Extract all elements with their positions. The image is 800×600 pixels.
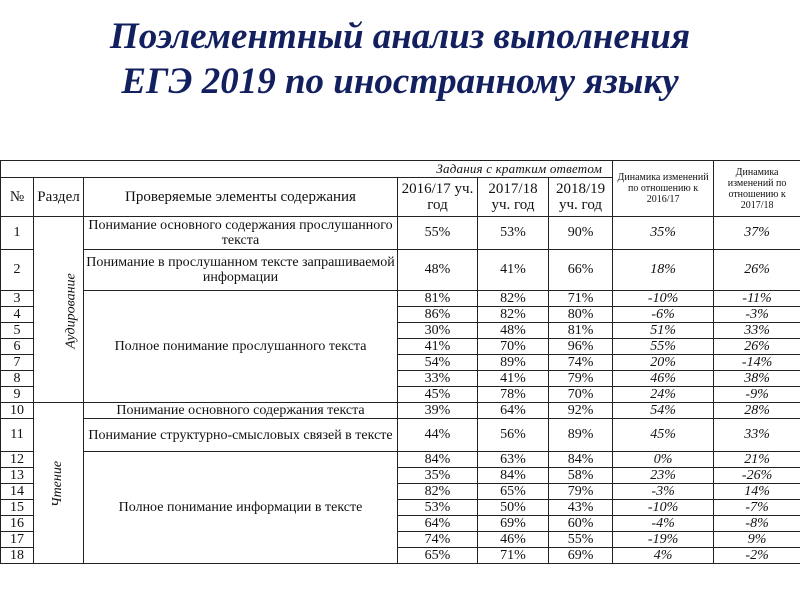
row-num: 9 xyxy=(1,387,34,403)
value-2016-17: 41% xyxy=(398,339,478,355)
value-2017-18: 69% xyxy=(478,516,549,532)
dynamics-vs-2016-17: 51% xyxy=(613,323,714,339)
dynamics-vs-2016-17: -6% xyxy=(613,307,714,323)
value-2018-19: 96% xyxy=(549,339,613,355)
value-2018-19: 81% xyxy=(549,323,613,339)
dynamics-vs-2016-17: 4% xyxy=(613,548,714,564)
value-2017-18: 65% xyxy=(478,484,549,500)
dynamics-vs-2017-18: 26% xyxy=(714,339,800,355)
row-num: 7 xyxy=(1,355,34,371)
dynamics-vs-2016-17: 45% xyxy=(613,419,714,452)
dynamics-vs-2016-17: 35% xyxy=(613,217,714,250)
content-cell: Полное понимание прослушанного текста xyxy=(84,291,398,403)
value-2018-19: 74% xyxy=(549,355,613,371)
value-2016-17: 82% xyxy=(398,484,478,500)
row-num: 12 xyxy=(1,452,34,468)
value-2017-18: 63% xyxy=(478,452,549,468)
value-2016-17: 39% xyxy=(398,403,478,419)
value-2018-19: 60% xyxy=(549,516,613,532)
row-num: 1 xyxy=(1,217,34,250)
row-num: 14 xyxy=(1,484,34,500)
row-num: 4 xyxy=(1,307,34,323)
dynamics-vs-2017-18: 37% xyxy=(714,217,800,250)
row-num: 13 xyxy=(1,468,34,484)
value-2017-18: 53% xyxy=(478,217,549,250)
dynamics-vs-2017-18: -9% xyxy=(714,387,800,403)
value-2016-17: 48% xyxy=(398,250,478,291)
value-2016-17: 55% xyxy=(398,217,478,250)
dynamics-vs-2016-17: -19% xyxy=(613,532,714,548)
table-row xyxy=(1,403,800,419)
section-label: Аудирование xyxy=(63,272,79,349)
value-2018-19: 66% xyxy=(549,250,613,291)
content-cell: Полное понимание информации в тексте xyxy=(84,452,398,564)
value-2016-17: 45% xyxy=(398,387,478,403)
row-num: 15 xyxy=(1,500,34,516)
section-reading xyxy=(34,403,84,564)
value-2017-18: 41% xyxy=(478,250,549,291)
table-row xyxy=(1,419,800,452)
dynamics-vs-2017-18: -26% xyxy=(714,468,800,484)
dynamics-vs-2017-18: 33% xyxy=(714,323,800,339)
value-2018-19: 90% xyxy=(549,217,613,250)
value-2018-19: 79% xyxy=(549,371,613,387)
value-2017-18: 70% xyxy=(478,339,549,355)
dynamics-vs-2017-18: -11% xyxy=(714,291,800,307)
row-num: 11 xyxy=(1,419,34,452)
dynamics-vs-2017-18: -2% xyxy=(714,548,800,564)
dynamics-vs-2016-17: 20% xyxy=(613,355,714,371)
group-header-row xyxy=(1,161,800,178)
dynamics-vs-2017-18: 9% xyxy=(714,532,800,548)
dynamics-vs-2017-18: -14% xyxy=(714,355,800,371)
content-cell: Понимание основного содержания текста xyxy=(84,403,398,419)
value-2016-17: 81% xyxy=(398,291,478,307)
row-num: 16 xyxy=(1,516,34,532)
row-num: 6 xyxy=(1,339,34,355)
value-2017-18: 48% xyxy=(478,323,549,339)
value-2017-18: 41% xyxy=(478,371,549,387)
value-2016-17: 74% xyxy=(398,532,478,548)
header-content: Проверяемые элементы содержания xyxy=(84,178,398,217)
value-2016-17: 35% xyxy=(398,468,478,484)
value-2017-18: 50% xyxy=(478,500,549,516)
section-label: Чтение xyxy=(50,460,66,508)
value-2017-18: 89% xyxy=(478,355,549,371)
row-num: 2 xyxy=(1,250,34,291)
header-dyn1: Динамика изменений по отношению к 2016/17 xyxy=(613,161,714,217)
value-2016-17: 53% xyxy=(398,500,478,516)
dynamics-vs-2016-17: 18% xyxy=(613,250,714,291)
header-dyn2: Динамика изменений по отношению к 2017/18 xyxy=(714,161,800,217)
value-2018-19: 58% xyxy=(549,468,613,484)
title-line-2: ЕГЭ 2019 по иностранному языку xyxy=(121,61,679,102)
dynamics-vs-2017-18: 38% xyxy=(714,371,800,387)
dynamics-vs-2017-18: -7% xyxy=(714,500,800,516)
value-2018-19: 43% xyxy=(549,500,613,516)
value-2018-19: 69% xyxy=(549,548,613,564)
value-2018-19: 71% xyxy=(549,291,613,307)
dynamics-vs-2016-17: -4% xyxy=(613,516,714,532)
dynamics-vs-2016-17: 54% xyxy=(613,403,714,419)
value-2016-17: 64% xyxy=(398,516,478,532)
value-2018-19: 92% xyxy=(549,403,613,419)
header-2016-17: 2016/17 уч. год xyxy=(398,178,478,217)
content-cell: Понимание структурно-смысловых связей в тексте xyxy=(84,419,398,452)
value-2017-18: 78% xyxy=(478,387,549,403)
row-num: 17 xyxy=(1,532,34,548)
results-table xyxy=(0,160,800,564)
dynamics-vs-2017-18: -3% xyxy=(714,307,800,323)
value-2017-18: 64% xyxy=(478,403,549,419)
value-2016-17: 54% xyxy=(398,355,478,371)
dynamics-vs-2016-17: 0% xyxy=(613,452,714,468)
value-2018-19: 70% xyxy=(549,387,613,403)
value-2017-18: 71% xyxy=(478,548,549,564)
dynamics-vs-2016-17: 46% xyxy=(613,371,714,387)
header-num: № xyxy=(1,178,34,217)
dynamics-vs-2016-17: 55% xyxy=(613,339,714,355)
header-2017-18: 2017/18 уч. год xyxy=(478,178,549,217)
dynamics-vs-2016-17: -10% xyxy=(613,291,714,307)
row-num: 3 xyxy=(1,291,34,307)
dynamics-vs-2016-17: 24% xyxy=(613,387,714,403)
page-title xyxy=(0,14,800,104)
value-2016-17: 44% xyxy=(398,419,478,452)
group-header: Задания с кратким ответом xyxy=(1,161,613,178)
row-num: 8 xyxy=(1,371,34,387)
value-2018-19: 89% xyxy=(549,419,613,452)
row-num: 5 xyxy=(1,323,34,339)
dynamics-vs-2017-18: 21% xyxy=(714,452,800,468)
value-2017-18: 82% xyxy=(478,291,549,307)
dynamics-vs-2017-18: 26% xyxy=(714,250,800,291)
header-2018-19: 2018/19 уч. год xyxy=(549,178,613,217)
value-2017-18: 46% xyxy=(478,532,549,548)
table-row xyxy=(1,452,800,468)
dynamics-vs-2017-18: 28% xyxy=(714,403,800,419)
table-row xyxy=(1,291,800,307)
section-listening xyxy=(34,217,84,403)
value-2016-17: 30% xyxy=(398,323,478,339)
row-num: 18 xyxy=(1,548,34,564)
dynamics-vs-2017-18: 14% xyxy=(714,484,800,500)
content-cell: Понимание основного содержания прослушанного текста xyxy=(84,217,398,250)
dynamics-vs-2016-17: -10% xyxy=(613,500,714,516)
dynamics-vs-2017-18: 33% xyxy=(714,419,800,452)
header-section: Раздел xyxy=(34,178,84,217)
value-2017-18: 84% xyxy=(478,468,549,484)
dynamics-vs-2017-18: -8% xyxy=(714,516,800,532)
value-2016-17: 86% xyxy=(398,307,478,323)
value-2017-18: 82% xyxy=(478,307,549,323)
table-row xyxy=(1,217,800,250)
value-2016-17: 33% xyxy=(398,371,478,387)
dynamics-vs-2016-17: -3% xyxy=(613,484,714,500)
dynamics-vs-2016-17: 23% xyxy=(613,468,714,484)
value-2016-17: 84% xyxy=(398,452,478,468)
row-num: 10 xyxy=(1,403,34,419)
title-line-1: Поэлементный анализ выполнения xyxy=(109,16,691,57)
value-2018-19: 84% xyxy=(549,452,613,468)
value-2018-19: 55% xyxy=(549,532,613,548)
value-2017-18: 56% xyxy=(478,419,549,452)
value-2018-19: 80% xyxy=(549,307,613,323)
table-row xyxy=(1,250,800,291)
value-2018-19: 79% xyxy=(549,484,613,500)
content-cell: Понимание в прослушанном тексте запрашиваемой информации xyxy=(84,250,398,291)
value-2016-17: 65% xyxy=(398,548,478,564)
